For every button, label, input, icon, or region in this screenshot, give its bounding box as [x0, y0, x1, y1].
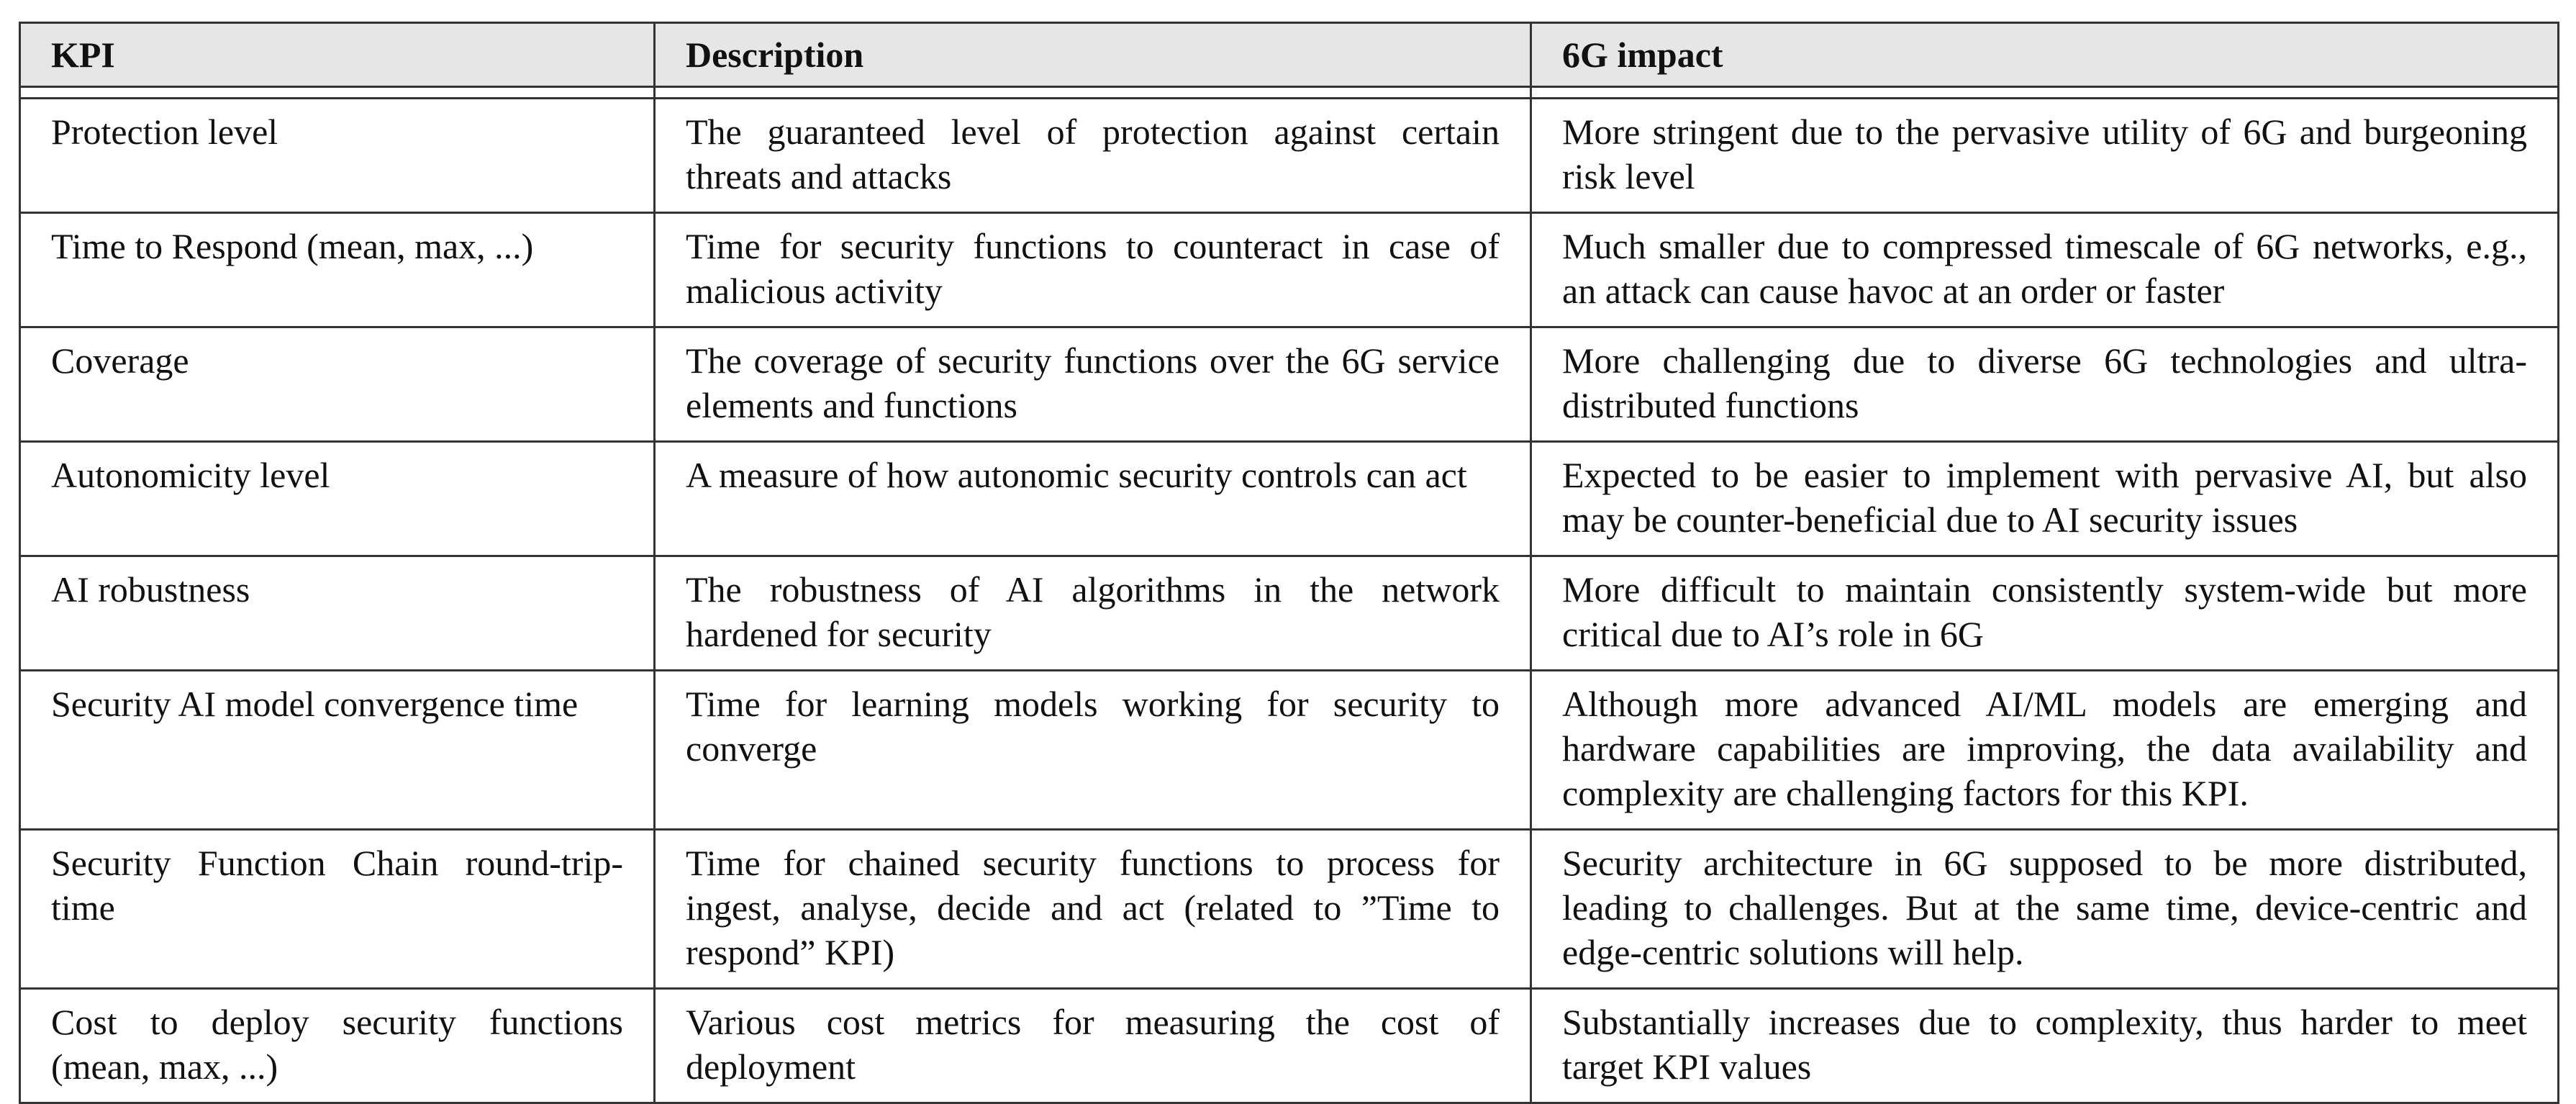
kpi-cell: Time to Respond (mean, max, ...): [20, 213, 655, 327]
impact-cell: Although more advanced AI/ML models are emerging and hardware capabilities are improving, the data availability and complexity are challenging factors for this KPI.: [1531, 671, 2559, 830]
table-row: [20, 989, 2559, 1103]
header-description: Description: [655, 23, 1531, 87]
table-row: [20, 213, 2559, 327]
impact-cell: More difficult to maintain consistently system-wide but more critical due to AI’s role in 6G: [1531, 556, 2559, 671]
description-cell: The guaranteed level of protection against certain threats and attacks: [655, 99, 1531, 213]
table-row: [20, 671, 2559, 830]
impact-cell: Substantially increases due to complexity, thus harder to meet target KPI values: [1531, 989, 2559, 1103]
description-cell: Time for chained security functions to process for ingest, analyse, decide and act (related to ”Time to respond” KPI): [655, 830, 1531, 989]
description-cell: The robustness of AI algorithms in the network hardened for security: [655, 556, 1531, 671]
description-cell: Time for security functions to counteract in case of malicious activity: [655, 213, 1531, 327]
description-cell: Various cost metrics for measuring the cost of deployment: [655, 989, 1531, 1103]
table-row: [20, 327, 2559, 442]
header-kpi: KPI: [20, 23, 655, 87]
kpi-cell: Autonomicity level: [20, 442, 655, 556]
table-row: [20, 442, 2559, 556]
description-cell: A measure of how autonomic security controls can act: [655, 442, 1531, 556]
impact-cell: More stringent due to the pervasive utility of 6G and burgeoning risk level: [1531, 99, 2559, 213]
table-row: [20, 830, 2559, 989]
table-row: [20, 99, 2559, 213]
description-cell: The coverage of security functions over the 6G service elements and functions: [655, 327, 1531, 442]
table-header: [20, 23, 2559, 99]
kpi-table-container: [19, 22, 2557, 1104]
table-row: [20, 556, 2559, 671]
impact-cell: More challenging due to diverse 6G technologies and ultra-distributed functions: [1531, 327, 2559, 442]
kpi-cell: Protection level: [20, 99, 655, 213]
impact-cell: Much smaller due to compressed timescale of 6G networks, e.g., an attack can cause havoc at an order or faster: [1531, 213, 2559, 327]
header-divider: [20, 87, 2559, 99]
kpi-cell: Security AI model convergence time: [20, 671, 655, 830]
header-6g-impact: 6G impact: [1531, 23, 2559, 87]
impact-cell: Security architecture in 6G supposed to be more distributed, leading to challenges. But at the same time, device-centric and edge-centric solutions will help.: [1531, 830, 2559, 989]
header-row: [20, 23, 2559, 87]
kpi-cell: Security Function Chain round-trip-time: [20, 830, 655, 989]
header-divider-cell: [1531, 87, 2559, 99]
kpi-table: [19, 22, 2559, 1104]
header-divider-cell: [20, 87, 655, 99]
impact-cell: Expected to be easier to implement with pervasive AI, but also may be counter-beneficial due to AI security issues: [1531, 442, 2559, 556]
table-body: [20, 99, 2559, 1103]
description-cell: Time for learning models working for security to converge: [655, 671, 1531, 830]
kpi-cell: Coverage: [20, 327, 655, 442]
kpi-cell: AI robustness: [20, 556, 655, 671]
header-divider-cell: [655, 87, 1531, 99]
kpi-cell: Cost to deploy security functions (mean, max, ...): [20, 989, 655, 1103]
